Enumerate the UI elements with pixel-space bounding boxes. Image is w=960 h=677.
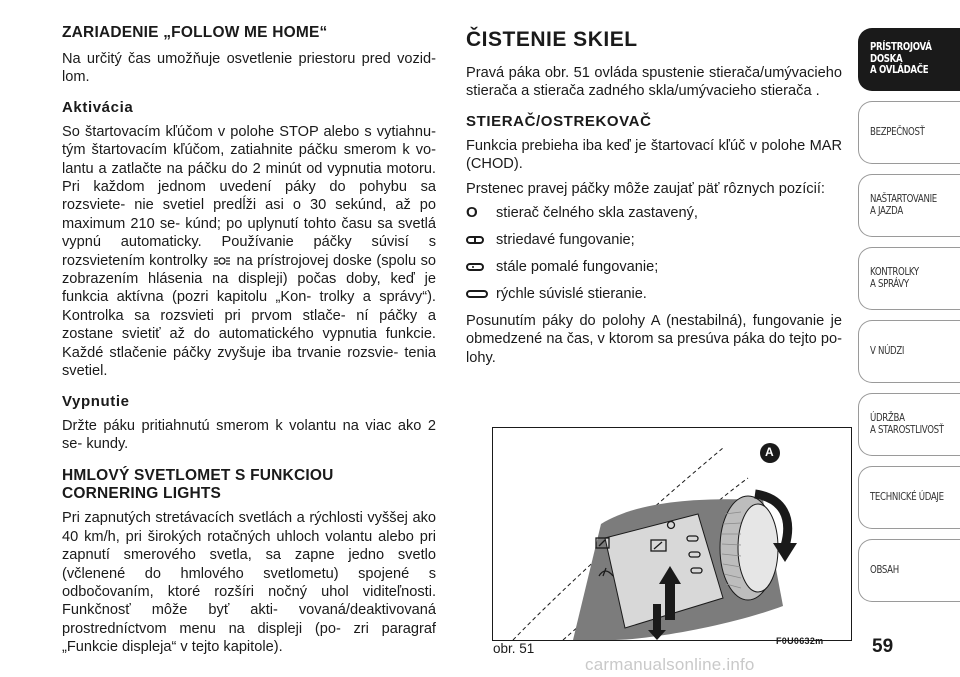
wiper-fast-icon — [466, 287, 496, 301]
page-number: 59 — [872, 636, 894, 657]
figure-caption: obr. 51 — [493, 641, 535, 656]
figure-code: F0U0632m — [776, 636, 824, 646]
activation-heading: Aktivácia — [62, 98, 134, 116]
off-heading: Vypnutie — [62, 392, 130, 410]
follow-me-home-indicator-icon — [212, 255, 232, 267]
tab-label: TECHNICKÉ ÚDAJE — [870, 490, 944, 503]
position-item-fast — [466, 285, 842, 303]
wiper-lever-illustration — [493, 428, 851, 640]
wiper-positions-intro: Prstenec pravej páčky môže zaujať päť rôznych pozícií: — [466, 180, 825, 197]
middle-column — [466, 24, 842, 373]
tab-contents[interactable] — [858, 539, 960, 602]
tab-dashboard-controls[interactable] — [858, 28, 960, 91]
wiper-intermittent-icon — [466, 233, 496, 247]
follow-me-home-heading: ZARIADENIE „FOLLOW ME HOME“ — [62, 24, 328, 41]
position-label: stále pomalé fungovanie; — [496, 259, 659, 276]
tab-label: KONTROLKY A SPRÁVY — [870, 266, 919, 290]
wiper-hold-text: Posunutím páky do polohy A (nestabilná), fungovanie je obmedzené na čas, v ktorom sa presúva páka do tejto po- lohy. — [466, 313, 842, 366]
wiper-lever-figure — [492, 427, 852, 641]
position-item-intermittent — [466, 231, 842, 249]
activation-text-tail: na prístrojovej doske (spolu so zobrazením hlásenia na displeji) počas doby, keď je funkcia aktívna (pozri kapitolu „Kon- trolky a správy“). Kontrolka sa rozsvieti pri prvom stlače- ní páčky a zostane svietiť až do automatického vypnutia funkcie. Každé stlačenie páčky zvyšuje iba trvanie rozsvie- tenia svetiel. — [62, 252, 436, 380]
activation-text-main: So štartovacím kľúčom v polohe STOP alebo s vytiahnu- tým štartovacím kľúčom, zatiahnite páčku smerom k vo- lantu a zatlačte na páčku do 2 minút od vypnutia motoru. Pri každom jednom uvedení páky do pohybu sa rozsviete- nie svetiel predĺži asi o 30 sekúnd, až po maximum 210 se- kúnd; po uplynutí tohto času sa svetlá vypnú automaticky. Používanie páčky súvisí s rozsvietením kontrolky — [62, 123, 436, 269]
wiper-slow-icon — [466, 260, 496, 274]
cornering-heading-line1: HMLOVÝ SVETLOMET S FUNKCIOU — [62, 467, 334, 485]
wiper-off-icon: O — [466, 204, 478, 222]
tab-label: PRÍSTROJOVÁ DOSKA A OVLÁDAČE — [870, 41, 932, 77]
position-item-slow — [466, 258, 842, 276]
wiper-subheading: STIERAČ/OSTREKOVAČ — [466, 112, 652, 130]
position-label: rýchle súvislé stieranie. — [496, 286, 647, 303]
wiper-section-heading: ČISTENIE SKIEL — [466, 28, 638, 51]
position-label: striedavé fungovanie; — [496, 232, 635, 249]
cornering-heading-line2: CORNERING LIGHTS — [62, 485, 222, 503]
follow-me-home-intro: Na určitý čas umožňuje osvetlenie priestoru pred vozid- lom. — [62, 51, 436, 86]
watermark: carmanualsonline.info — [585, 655, 755, 674]
position-item-off — [466, 204, 842, 222]
chapter-tabs — [858, 28, 960, 612]
tab-label: NAŠTARTOVANIE A JAZDA — [870, 193, 937, 217]
tab-warning-lights[interactable] — [858, 247, 960, 310]
tab-technical-data[interactable] — [858, 466, 960, 529]
left-column — [62, 24, 436, 663]
tab-maintenance[interactable] — [858, 393, 960, 456]
tab-emergency[interactable] — [858, 320, 960, 383]
figure-marker-a: A — [765, 445, 774, 459]
tab-safety[interactable] — [858, 101, 960, 164]
activation-text — [62, 123, 436, 381]
cornering-text: Pri zapnutých stretávacích svetlách a rýchlosti vyššej ako 40 km/h, pri širokých rotačných uhloch volantu alebo pri zapnutí smerového svetla, sa zapne jedno svetlo (včlenené do hmlového svetlometu) spojené s odbočovaním, ktoré rozšíri nočný uhol viditeľnosti. Funkčnosť môže byť akti- vovaná/deaktivovaná prostredníctvom menu na displeji (po- zri paragraf „Funkcie displeja“ v tejto kapitole). — [62, 510, 436, 656]
tab-starting-driving[interactable] — [858, 174, 960, 237]
cornering-heading — [62, 467, 436, 503]
tab-label: OBSAH — [870, 563, 899, 576]
off-text: Držte páku pritiahnutú smerom k volantu na viac ako 2 se- kundy. — [62, 417, 436, 452]
tab-label: BEZPEČNOSŤ — [870, 125, 925, 138]
wiper-function-text: Funkcia prebieha iba keď je štartovací kľúč v polohe MAR (CHOD). — [466, 137, 842, 173]
wiper-intro: Pravá páka obr. 51 ovláda spustenie stierača/umývacieho stierača a stierača zadného skla/umývacieho stierača . — [466, 65, 842, 100]
tab-label: V NÚDZI — [870, 344, 905, 357]
position-label: stierač čelného skla zastavený, — [496, 205, 698, 222]
tab-label: ÚDRŽBA A STAROSTLIVOSŤ — [870, 412, 944, 436]
